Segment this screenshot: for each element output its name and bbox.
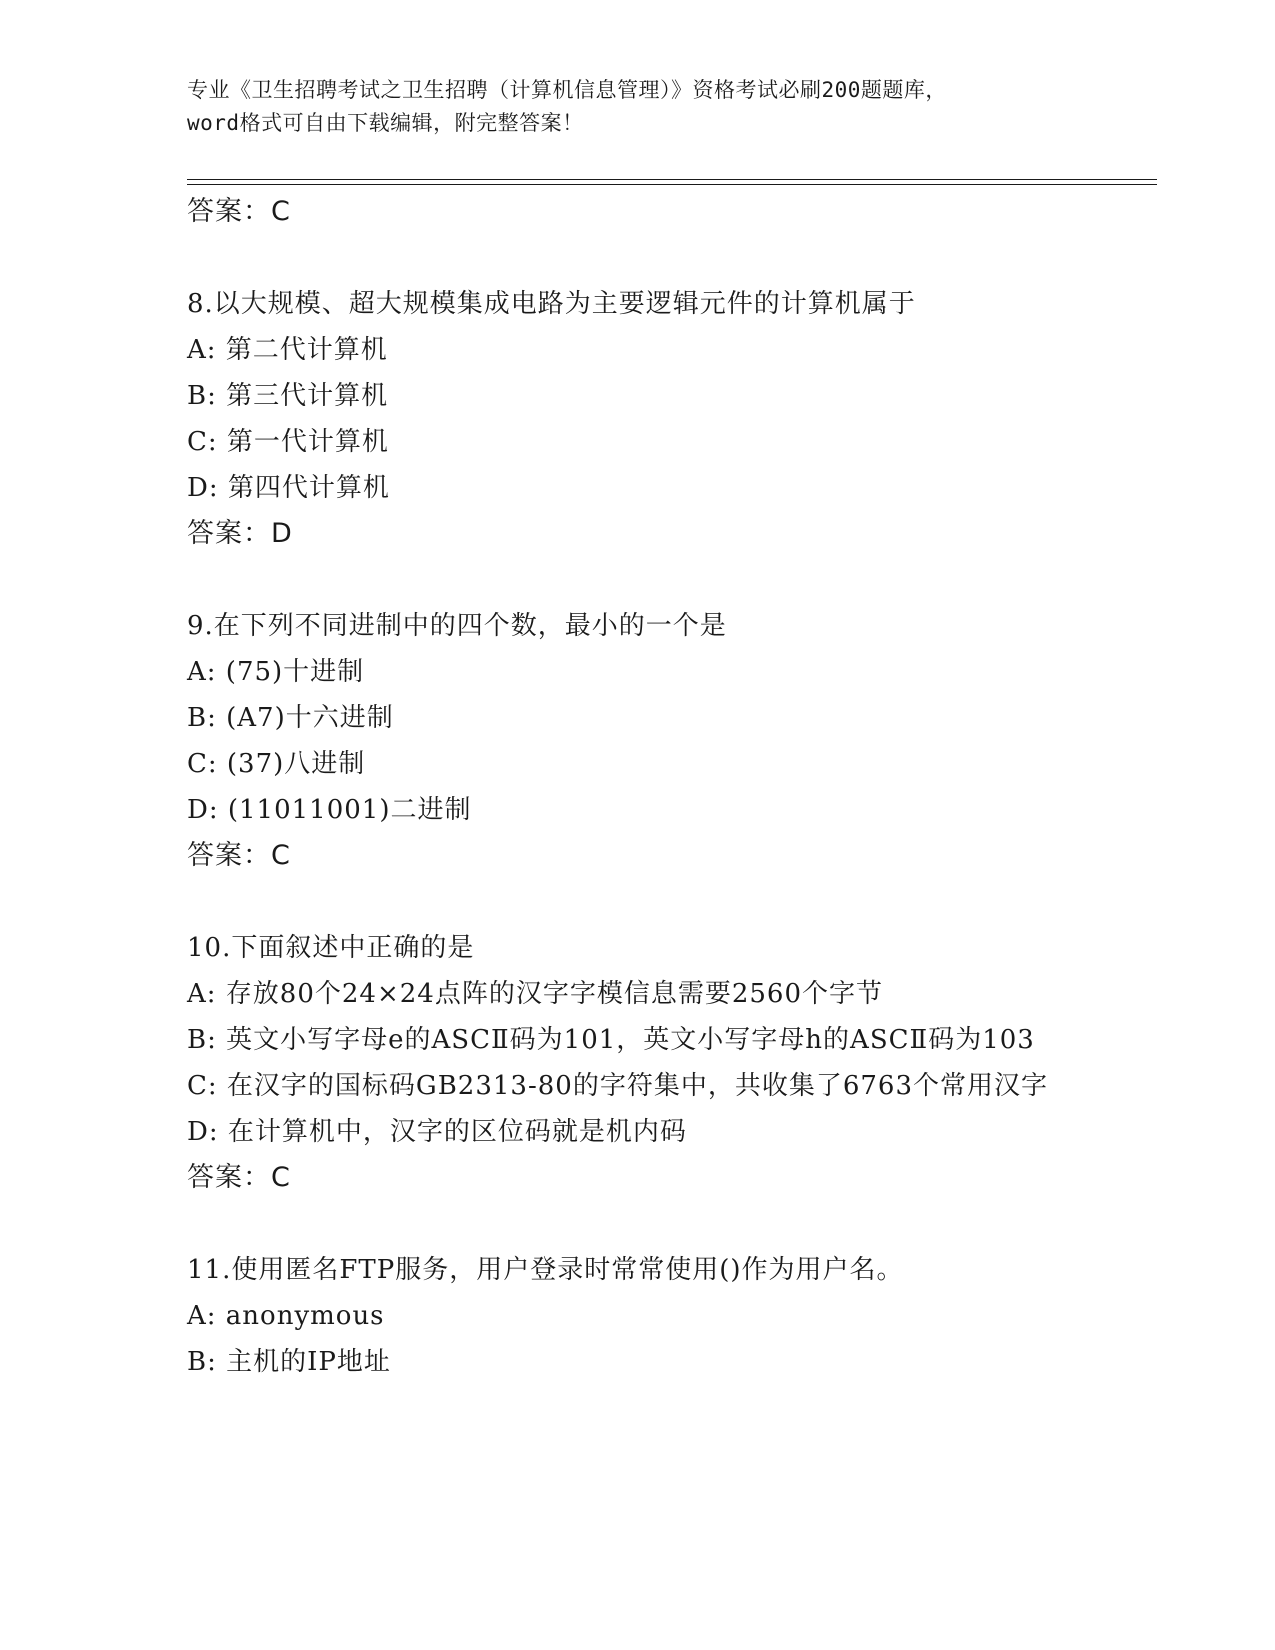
option-d: D: (11011001)二进制 (187, 795, 472, 825)
option-a: A: anonymous (187, 1301, 385, 1331)
option-c: C: (37)八进制 (187, 749, 366, 779)
question-9 (187, 603, 1067, 879)
option-b: B: 英文小写字母e的ASCⅡ码为101，英文小写字母h的ASCⅡ码为103 (187, 1025, 1035, 1055)
option-a: A: (75)十进制 (187, 657, 365, 687)
question-10 (187, 925, 1067, 1201)
question-stem: 11.使用匿名FTP服务，用户登录时常常使用()作为用户名。 (187, 1255, 904, 1285)
answer-line: 答案：D (187, 518, 293, 549)
option-d: D: 在计算机中，汉字的区位码就是机内码 (187, 1117, 687, 1147)
option-d: D: 第四代计算机 (187, 473, 390, 503)
option-c: C: 在汉字的国标码GB2313-80的字符集中，共收集了6763个常用汉字 (187, 1071, 1048, 1101)
answer-line: 答案：C (187, 840, 291, 871)
answer-line: 答案：C (187, 1162, 291, 1193)
question-11 (187, 1247, 1067, 1385)
question-8 (187, 281, 1067, 557)
header-rule-top (187, 179, 1157, 180)
option-b: B: (A7)十六进制 (187, 703, 394, 733)
option-b: B: 主机的IP地址 (187, 1347, 391, 1377)
header-rule-bottom (187, 184, 1157, 185)
answer-line: 答案：C (187, 196, 291, 227)
option-a: A: 存放80个24×24点阵的汉字字模信息需要2560个字节 (187, 979, 884, 1009)
option-a: A: 第二代计算机 (187, 335, 388, 365)
header-line-2: word格式可自由下载编辑，附完整答案！ (187, 111, 584, 135)
document-header (187, 74, 1087, 140)
question-stem: 8.以大规模、超大规模集成电路为主要逻辑元件的计算机属于 (187, 289, 916, 319)
option-c: C: 第一代计算机 (187, 427, 389, 457)
option-b: B: 第三代计算机 (187, 381, 389, 411)
header-line-1: 专业《卫生招聘考试之卫生招聘（计算机信息管理）》资格考试必刷200题题库， (187, 78, 947, 102)
question-list (187, 189, 1067, 1385)
question-stem: 9.在下列不同进制中的四个数，最小的一个是 (187, 611, 727, 641)
question-stem: 10.下面叙述中正确的是 (187, 933, 475, 963)
